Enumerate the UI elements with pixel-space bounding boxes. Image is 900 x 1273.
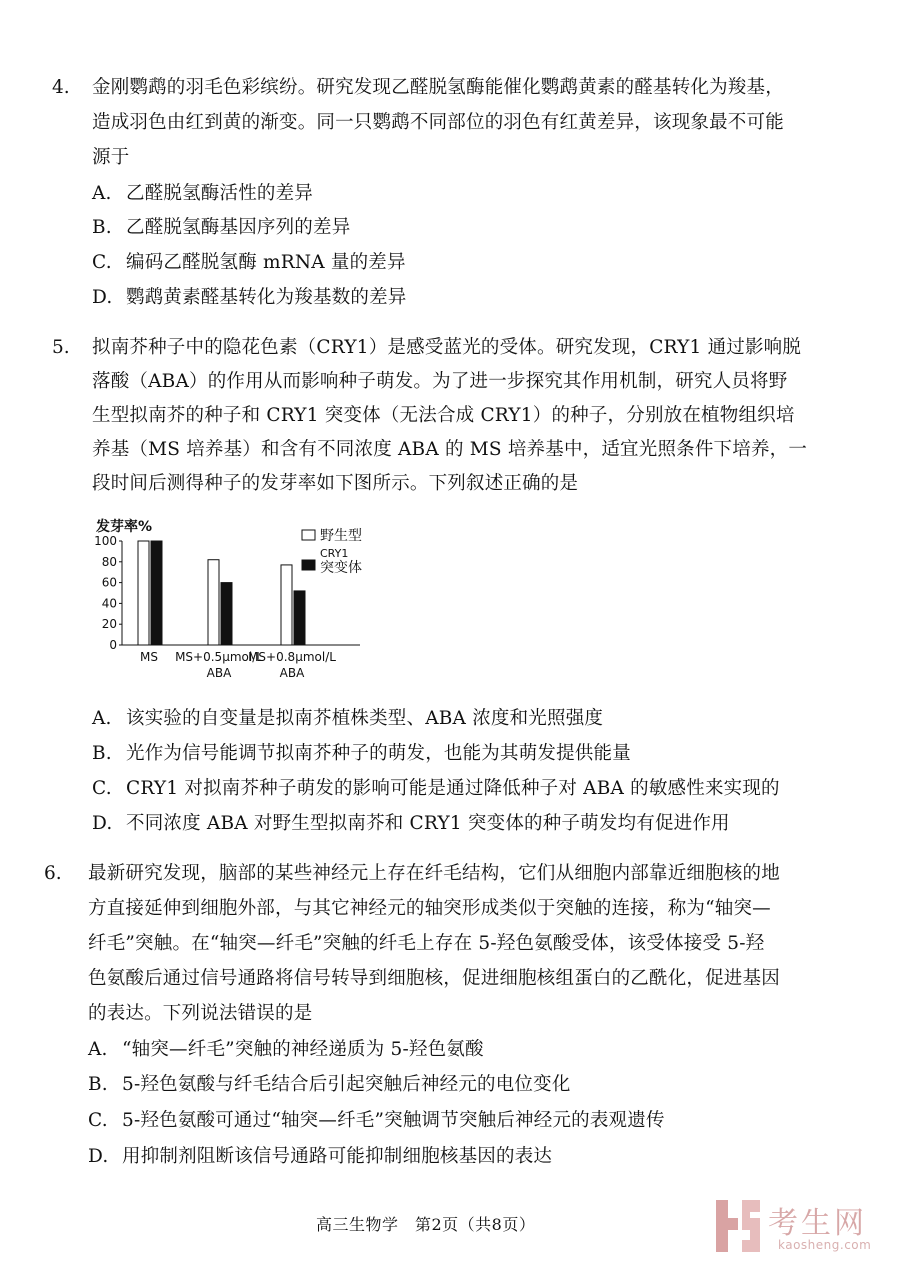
q5-number: 5. <box>52 337 70 358</box>
chart-bar-wild-type <box>208 560 219 645</box>
chart-ytick-label: 20 <box>101 617 117 632</box>
q6-option-a: A. “轴突—纤毛”突触的神经递质为 5-羟色氨酸 <box>88 1039 484 1060</box>
q6-option-d: D. 用抑制剂阻断该信号通路可能抑制细胞核基因的表达 <box>88 1146 553 1167</box>
q6-stem-line: 的表达。下列说法错误的是 <box>88 1003 313 1024</box>
q5-option-d: D. 不同浓度 ABA 对野生型拟南芥和 CRY1 突变体的种子萌发均有促进作用 <box>92 813 730 834</box>
chart-bar-cry1-mutant <box>151 541 162 645</box>
q4-option-a: A. 乙醛脱氢酶活性的差异 <box>92 183 314 204</box>
q4-number: 4. <box>52 77 70 98</box>
q5-stem-line: 拟南芥种子中的隐花色素（CRY1）是感受蓝光的受体。研究发现，CRY1 通过影响脱 <box>92 337 802 358</box>
chart-xtick-label: MS <box>140 650 158 664</box>
chart-ylabel: 发芽率% <box>96 519 153 535</box>
chart-ytick-label: 0 <box>109 638 117 652</box>
q5-stem-line: 生型拟南芥的种子和 CRY1 突变体（无法合成 CRY1）的种子，分别放在植物组织培 <box>92 405 795 426</box>
q5-option-b: B. 光作为信号能调节拟南芥种子的萌发，也能为其萌发提供能量 <box>92 743 631 764</box>
q6-number: 6. <box>44 863 62 884</box>
q6-option-b: B. 5-羟色氨酸与纤毛结合后引起突触后神经元的电位变化 <box>88 1074 571 1095</box>
q6-stem-line: 方直接延伸到细胞外部，与其它神经元的轴突形成类似于突触的连接，称为“轴突— <box>88 898 771 919</box>
watermark-emblem-icon <box>712 1196 764 1256</box>
q5-stem-line: 段时间后测得种子的发芽率如下图所示。下列叙述正确的是 <box>92 473 579 494</box>
q4-stem-line: 源于 <box>92 147 130 168</box>
q5-stem-line: 落酸（ABA）的作用从而影响种子萌发。为了进一步探究其作用机制，研究人员将野 <box>92 371 788 392</box>
chart-bar-cry1-mutant <box>294 591 305 645</box>
chart-xtick-label: ABA <box>206 666 232 680</box>
q4-stem-line: 造成羽色由红到黄的渐变。同一只鹦鹉不同部位的羽色有红黄差异，该现象最不可能 <box>92 112 784 133</box>
q5-stem-line: 养基（MS 培养基）和含有不同浓度 ABA 的 MS 培养基中，适宜光照条件下培养，一 <box>92 439 808 460</box>
chart-bar-cry1-mutant <box>221 583 232 645</box>
q6-stem-line: 纤毛”突触。在“轴突—纤毛”突触的纤毛上存在 5-羟色氨酸受体，该受体接受 5-羟 <box>88 933 765 954</box>
q4-stem-line: 金刚鹦鹉的羽毛色彩缤纷。研究发现乙醛脱氢酶能催化鹦鹉黄素的醛基转化为羧基， <box>92 77 784 98</box>
page-footer: 高三生物学 第2页（共8页） <box>316 1215 536 1234</box>
q6-option-c: C. 5-羟色氨酸可通过“轴突—纤毛”突触调节突触后神经元的表观遗传 <box>88 1110 665 1131</box>
chart-ytick-label: 100 <box>94 534 117 548</box>
chart-bar-wild-type <box>138 541 149 645</box>
chart-ytick-label: 60 <box>101 575 117 590</box>
q5-option-a: A. 该实验的自变量是拟南芥植株类型、ABA 浓度和光照强度 <box>92 708 604 729</box>
chart-xtick-label: MS+0.8μmol/L <box>248 650 336 664</box>
chart-bar-wild-type <box>281 565 292 645</box>
chart-xtick-label: ABA <box>279 666 305 680</box>
q4-option-d: D. 鹦鹉黄素醛基转化为羧基数的差异 <box>92 287 407 308</box>
legend-label-wild-type: 野生型 <box>320 528 362 544</box>
chart-ytick-label: 40 <box>101 596 117 611</box>
legend-label-mutant: 突变体 <box>320 560 362 576</box>
watermark-domain-text: kaosheng.com <box>778 1238 872 1252</box>
watermark-logo <box>712 1196 892 1258</box>
q4-option-b: B. 乙醛脱氢酶基因序列的差异 <box>92 217 351 238</box>
chart-ytick-label: 80 <box>101 554 117 569</box>
legend-swatch-cry1-mutant <box>302 560 315 570</box>
q6-stem-line: 色氨酸后通过信号通路将信号转导到细胞核，促进细胞核组蛋白的乙酰化，促进基因 <box>88 968 780 989</box>
germination-rate-chart <box>88 512 398 682</box>
q4-option-c: C. 编码乙醛脱氢酶 mRNA 量的差异 <box>92 252 406 273</box>
chart-xtick-label: MS+0.5μmol/L <box>175 650 263 664</box>
legend-label-cry1: CRY1 <box>320 547 349 560</box>
q5-option-c: C. CRY1 对拟南芥种子萌发的影响可能是通过降低种子对 ABA 的敏感性来实现的 <box>92 778 780 799</box>
watermark-brand-text: 考生网 <box>768 1206 867 1241</box>
legend-swatch-wild-type <box>302 530 315 540</box>
q6-stem-line: 最新研究发现，脑部的某些神经元上存在纤毛结构，它们从细胞内部靠近细胞核的地 <box>88 863 780 884</box>
